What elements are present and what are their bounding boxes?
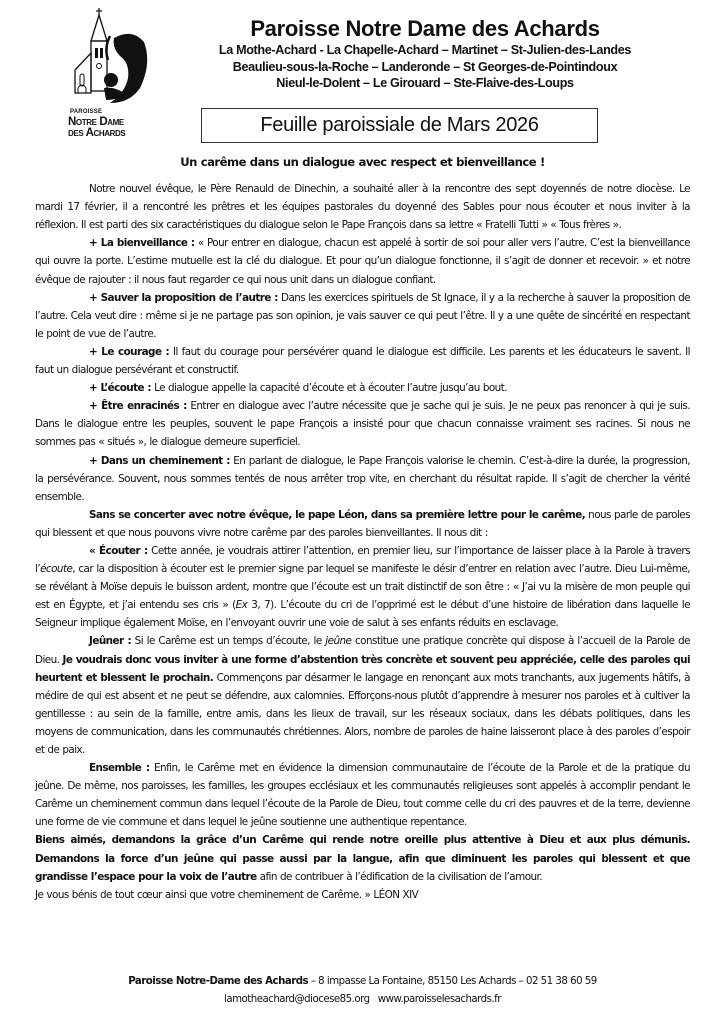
- jeuner-paragraph: [35, 632, 690, 759]
- article-subtitle: Un carême dans un dialogue avec respect et bienveillance !: [180, 155, 545, 169]
- bible-reference: Ex: [235, 599, 248, 612]
- leon-intro-paragraph: [35, 506, 690, 542]
- point-label: + La bienveillance :: [89, 237, 195, 250]
- leon-intro-bold: Sans se concerter avec notre évêque, le pape Léon, dans sa première lettre pour le carême,: [89, 508, 586, 521]
- leon-intro-text: nous parle de paroles qui blessent et que nous pouvons vivre notre carême par des paroles bienveillantes. Il nous dit :: [35, 508, 690, 539]
- footer: [35, 973, 690, 1009]
- letterhead: [180, 16, 670, 92]
- footer-contact-line: [35, 991, 690, 1009]
- footer-parish-name: Paroisse Notre-Dame des Achards: [128, 976, 309, 987]
- blessing-line: Je vous bénis de tout cœur ainsi que votre cheminement de Carême. » LÉON XIV: [35, 888, 419, 901]
- ensemble-text: Enfin, le Carême met en évidence la dimension communautaire de l’écoute de la Parole et de la pratique du jeûne. De même, nos paroisses, les familles, les groupes ecclésiaux et les communautés religieuses sont appelés à accomplir pendant le Carême un cheminement commun dans lequel l’écoute de la Parole de Dieu, tout comme celle du cri des pauvres et de la terre, devienne une forme de vie commune et dans lequel le jeûne soutienne une authentique repentance.: [35, 762, 690, 829]
- towns-line-3: Nieul-le-Dolent – Le Girouard – Ste-Flaive-des-Loups: [276, 76, 574, 90]
- footer-address: – 8 impasse La Fontaine, 85150 Les Achards – 02 51 38 60 59: [308, 976, 597, 987]
- point-text: Entrer en dialogue avec l’autre nécessite que je sache qui je suis. Je ne peux pas renoncer à qui je suis. Dans le dialogue entre les peuples, souvent le pape François a insisté pour que chacun connaisse vraiment ses racines. Si nous ne sommes pas « situés », le dialogue demeure superficiel.: [35, 400, 690, 449]
- point-text: Dans les exercices spirituels de St Ignace, il y a la recherche à sauver la proposition de l’autre. Cela veut dire : même si je ne partage pas son opinion, je vais sauver ce qui peut l’être. Il y a une quête de sincérité en respectant le point de vue de l’autre.: [35, 291, 691, 340]
- church-and-virgin-logo-icon: [70, 8, 150, 108]
- jeuner-label: Jeûner :: [89, 635, 132, 648]
- intro-paragraph: Notre nouvel évêque, le Père Renauld de Dinechin, a souhaité aller à la rencontre des sept doyennés de notre diocèse. Le mardi 17 février, il a rencontré les prêtres et les équipes pastorales du doyenné des Sables pour nous écouter et nous inviter à la réflexion. Il est parti des six caractéristiques du dialogue selon le Pape François dans sa lettre « Fratelli Tutti » « Tous frères ».: [35, 183, 690, 232]
- towns-line-2: Beaulieu-sous-la-Roche – Landeronde – St Georges-de-Pointindoux: [232, 59, 618, 74]
- point-text: « Pour entrer en dialogue, chacun est appelé à sortir de soi pour aller vers l’autre. C’est la bienveillance qui ouvre la porte. L’estime mutuelle est la clé du dialogue. Et pour qu’un dialogue fonctionne, il s’agit de donner et recevoir. » et notre évêque de rajouter : il nous faut regarder ce qui nous unit dans un dialogue confiant.: [35, 237, 691, 286]
- closing-text: afin de contribuer à l’édification de la civilisation de l’amour.: [256, 870, 543, 883]
- ecouter-label: « Écouter :: [89, 544, 148, 557]
- point-enracines: [35, 397, 690, 451]
- point-courage: [35, 343, 690, 379]
- footer-address-line: [35, 973, 690, 991]
- point-sauver-proposition: [35, 289, 690, 343]
- point-text: Il faut du courage pour persévérer quand le dialogue est difficile. Les parents et les éducateurs le savent. Il faut un dialogue persévérant et constructif.: [35, 345, 690, 377]
- point-label: + L’écoute :: [89, 382, 152, 395]
- jeuner-bold: Je voudrais donc vous inviter à une forme d’abstention très concrète et souvent peu appréciée, celle des paroles qui heurtent et blessent le prochain.: [35, 653, 690, 684]
- point-cheminement: [35, 452, 690, 506]
- newsletter-title-box: Feuille paroissiale de Mars 2026: [201, 108, 598, 143]
- jeuner-italic: jeûne: [325, 635, 352, 648]
- point-label: + Le courage :: [89, 345, 170, 358]
- jeuner-text: constitue une pratique concrète qui dispose à l’accueil de la Parole de Dieu.: [35, 635, 690, 666]
- jeuner-text: Commençons par désarmer le langage en renonçant aux mots tranchants, aux jugements hâtifs, à médire de qui est absent et ne peut se défendre, aux calomnies. Efforçons-nous plutôt d’apprendre à mesurer nos paroles et à cultiver la gentillesse : au sein de la famille, entre amis, dans les lieux de travail, sur les réseaux sociaux, dans les débats politiques, dans les moyens de communication, dans les communautés chrétiennes. Alors, nombre de paroles de haine laisseront place à des paroles d’espoir et de paix.: [35, 671, 690, 756]
- ecouter-paragraph: [35, 542, 690, 632]
- logo-line-1: Notre Dame: [68, 116, 124, 128]
- ensemble-paragraph: [35, 759, 690, 831]
- point-ecoute: [35, 379, 690, 397]
- ecouter-text: , car la disposition à écouter est le premier signe par lequel se manifeste le désir d’entrer en relation avec l’autre. Dieu Lui-même, se révélant à Moïse depuis le buisson ardent, montre que l’écoute est un trait distinctif de son être : « J’ai vu la misère de mon peuple qui est en Égypte, et j’ai entendu ses cris » (: [35, 563, 690, 612]
- ecouter-text: Cette année, je voudrais attirer l’attention, en premier lieu, sur l’importance de laisser place à la Parole à travers l’: [35, 544, 690, 576]
- parish-logo: [62, 8, 162, 143]
- closing-paragraph: [35, 831, 690, 885]
- article-body: [35, 153, 690, 904]
- jeuner-text: Si le Carême est un temps d’écoute, le: [131, 635, 326, 648]
- point-label: + Sauver la proposition de l’autre :: [89, 291, 278, 304]
- towns-line-1: La Mothe-Achard - La Chapelle-Achard – Martinet – St-Julien-des-Landes: [218, 43, 632, 57]
- ecouter-italic: écoute: [40, 563, 73, 576]
- logo-parish-name: [68, 117, 125, 139]
- footer-website-link[interactable]: www.paroisselesachards.fr: [377, 994, 501, 1005]
- logo-paroisse-label: PAROISSE: [70, 109, 103, 115]
- point-text: Le dialogue appelle la capacité d’écoute et à écouter l’autre jusqu’au bout.: [151, 382, 507, 395]
- point-bienveillance: [35, 234, 690, 288]
- parish-name-heading: Paroisse Notre Dame des Achards: [250, 16, 600, 41]
- point-label: + Être enracinés :: [89, 400, 187, 413]
- point-text: En parlant de dialogue, le Pape François valorise le chemin. C’est-à-dire la durée, la progression, la persévérance. Souvent, nous sommes tentés de nous arrêter trop vite, en cherchant du résultat rapide. Il s’agit de chercher la vérité ensemble.: [35, 454, 690, 503]
- footer-email-link[interactable]: lamotheachard@diocese85.org: [224, 994, 370, 1005]
- logo-line-2: des Achards: [68, 127, 126, 139]
- point-label: + Dans un cheminement :: [89, 454, 230, 467]
- ensemble-label: Ensemble :: [89, 762, 150, 775]
- ecouter-text: 3, 7). L’écoute du cri de l’opprimé est le début d’une histoire de libération dans laquelle le Seigneur implique également Moïse, en l’envoyant ouvrir une voie de salut à ses enfants réduits en esclavage.: [35, 599, 690, 630]
- closing-bold: Biens aimés, demandons la grâce d’un Carême qui rende notre oreille plus attentive à Dieu et aux plus démunis. Demandons la force d’un jeûne qui passe aussi par la langue, afin que diminuent les paroles qui blessent et que grandisse l’espace pour la voix de l’autre: [35, 834, 690, 883]
